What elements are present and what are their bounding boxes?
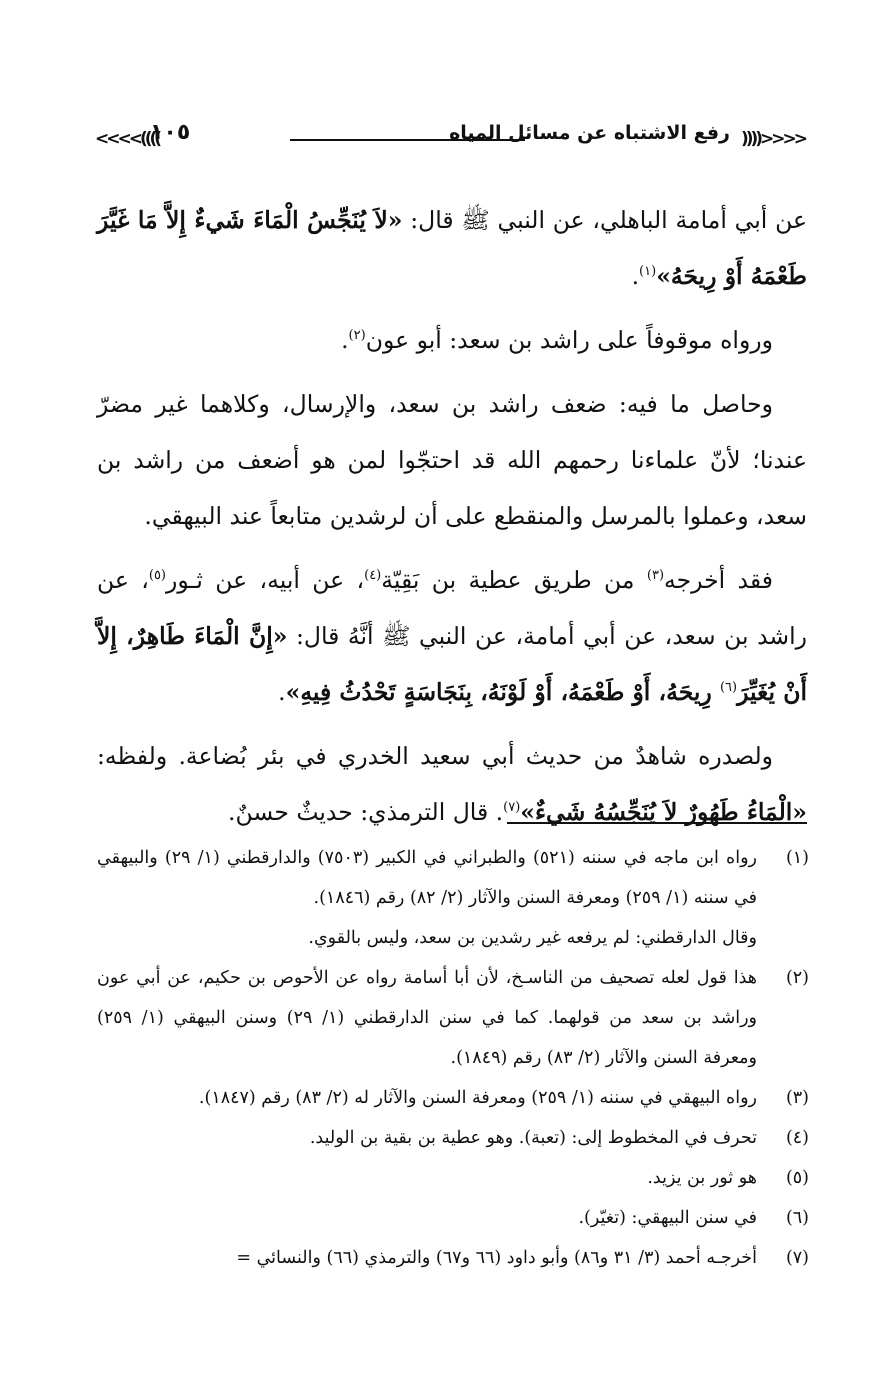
p4-a: فقد أخرجه [664, 566, 773, 594]
footnote-text: تحرف في المخطوط إلى: (تعبة). وهو عطية بن بقية بن الوليد. [309, 1128, 757, 1148]
footnote-number: (٤) [785, 1128, 809, 1148]
p1-text: عن أبي أمامة الباهلي، عن النبي ﷺ قال: [402, 206, 807, 234]
header-title: رفع الاشتباه عن مسائل المياه [449, 122, 730, 144]
p4-end: . [278, 678, 286, 706]
footnote-ref-3: (٣) [646, 568, 665, 584]
p5-text: ولصدره شاهدٌ من حديث أبي سعيد الخدري في بئر بُضاعة. ولفظه: [97, 742, 773, 770]
footnote-text: وقال الدارقطني: لم يرفعه غير رشدين بن سعد، وليس بالقوي. [308, 928, 757, 948]
p2-text: ورواه موقوفاً على راشد بن سعد: أبو عون [365, 326, 773, 354]
header-ornament-left: ))))>>>> [95, 129, 160, 149]
p1-hadith: «لاَ يُنَجِّسُ الْمَاءَ شَيءٌ إِلاَّ مَا غَيَّرَ طَعْمَهُ أَوْ رِيحَهُ» [97, 206, 807, 290]
footnote-ref-2: (٢) [348, 328, 366, 344]
footnote-text: في سنن البيهقي: (تغيّر). [578, 1208, 757, 1228]
p4-c: ، عن أبيه، عن ثـور [166, 566, 365, 594]
footnote-number: (٣) [785, 1088, 809, 1108]
footnotes [97, 838, 809, 1278]
footnote-1-continued [97, 918, 809, 958]
p5-hadith: «الْمَاءُ طَهُورٌ لاَ يُنَجِّسُهُ شَيءٌ» [520, 798, 807, 826]
paragraph-3 [97, 376, 807, 544]
page-number: ١٠٥ [150, 120, 191, 145]
p4-d: ، عن راشد بن سعد، عن أبي أمامة، عن النبي ﷺ أنَّهُ قال: [97, 566, 807, 650]
footnote-6 [97, 1198, 809, 1238]
p4-b: من طريق عطية بن بَقِيّة [381, 566, 647, 594]
footnote-ref-4: (٤) [364, 568, 382, 584]
footnote-separator [507, 822, 807, 824]
p3-text: وحاصل ما فيه: ضعف راشد بن سعد، والإرسال، وكلاهما غير مضرّ عندنا؛ لأنّ علماءنا رحمهم الله قد احتجّوا لمن هو أضعف من راشد بن سعد، وعملوا بالمرسل والمنقطع على أن لرشدين متابعاً عند البيهقي. [97, 390, 807, 530]
paragraph-2 [97, 312, 807, 368]
p2-end: . [341, 326, 349, 354]
main-text [97, 192, 807, 848]
header-ornament-right: <<<<(((( [740, 129, 805, 149]
footnote-ref-1: (١) [639, 264, 657, 280]
footnote-4 [97, 1118, 809, 1158]
p4-hadith-2: رِيحَهُ، أَوْ طَعْمَهُ، أَوْ لَوْنَهُ، بِنَجَاسَةٍ تَحْدُثُ فِيهِ» [285, 678, 720, 706]
p1-end: . [631, 262, 640, 290]
footnote-2 [97, 958, 809, 1078]
paragraph-4 [97, 552, 807, 720]
footnote-ref-6: (٦) [719, 680, 738, 696]
footnote-number: (٢) [785, 968, 809, 988]
footnote-text: أخرجـه أحمد (٣/ ٣١ و٨٦) وأبو داود (٦٦ و٦٧) والترمذي (٦٦) والنسائي = [236, 1248, 757, 1268]
footnote-text: رواه ابن ماجه في سننه (٥٢١) والطبراني في الكبير (٧٥٠٣) والدارقطني (١/ ٢٩) والبيهقي في سننه (١/ ٢٥٩) ومعرفة السنن والآثار (٢/ ٨٢) رقم (١٨٤٦). [97, 848, 757, 908]
footnote-ref-7: (٧) [503, 800, 521, 816]
footnote-number: (٧) [785, 1248, 809, 1268]
footnote-number: (٥) [785, 1168, 809, 1188]
footnote-number: (٦) [785, 1208, 809, 1228]
footnote-5 [97, 1158, 809, 1198]
footnote-text: هو ثور بن يزيد. [647, 1168, 757, 1188]
footnote-ref-5: (٥) [148, 568, 166, 584]
footnote-text: هذا قول لعله تصحيف من الناسـخ، لأن أبا أسامة رواه عن الأحوص بن حكيم، عن أبي عون وراشد بن سعد من قولهما. كما في سنن الدارقطني (١/ ٢٩) وسنن البيهقي (١/ ٢٥٩) ومعرفة السنن والآثار (٢/ ٨٣) رقم (١٨٤٩). [97, 968, 758, 1068]
footnote-1 [97, 838, 809, 918]
paragraph-1 [97, 192, 807, 304]
header-rule [290, 139, 525, 141]
p4-hadith-1: «إِنَّ الْمَاءَ طَاهِرٌ، إِلاَّ أَنْ يُغَيِّرَ [97, 622, 807, 706]
footnote-3 [97, 1078, 809, 1118]
running-header [95, 118, 805, 158]
footnote-number: (١) [785, 848, 809, 868]
footnote-text: رواه البيهقي في سننه (١/ ٢٥٩) ومعرفة السنن والآثار له (٢/ ٨٣) رقم (١٨٤٧). [198, 1088, 757, 1108]
p5-end: . قال الترمذي: حديثٌ حسنٌ. [228, 798, 504, 826]
footnote-7 [97, 1238, 809, 1278]
